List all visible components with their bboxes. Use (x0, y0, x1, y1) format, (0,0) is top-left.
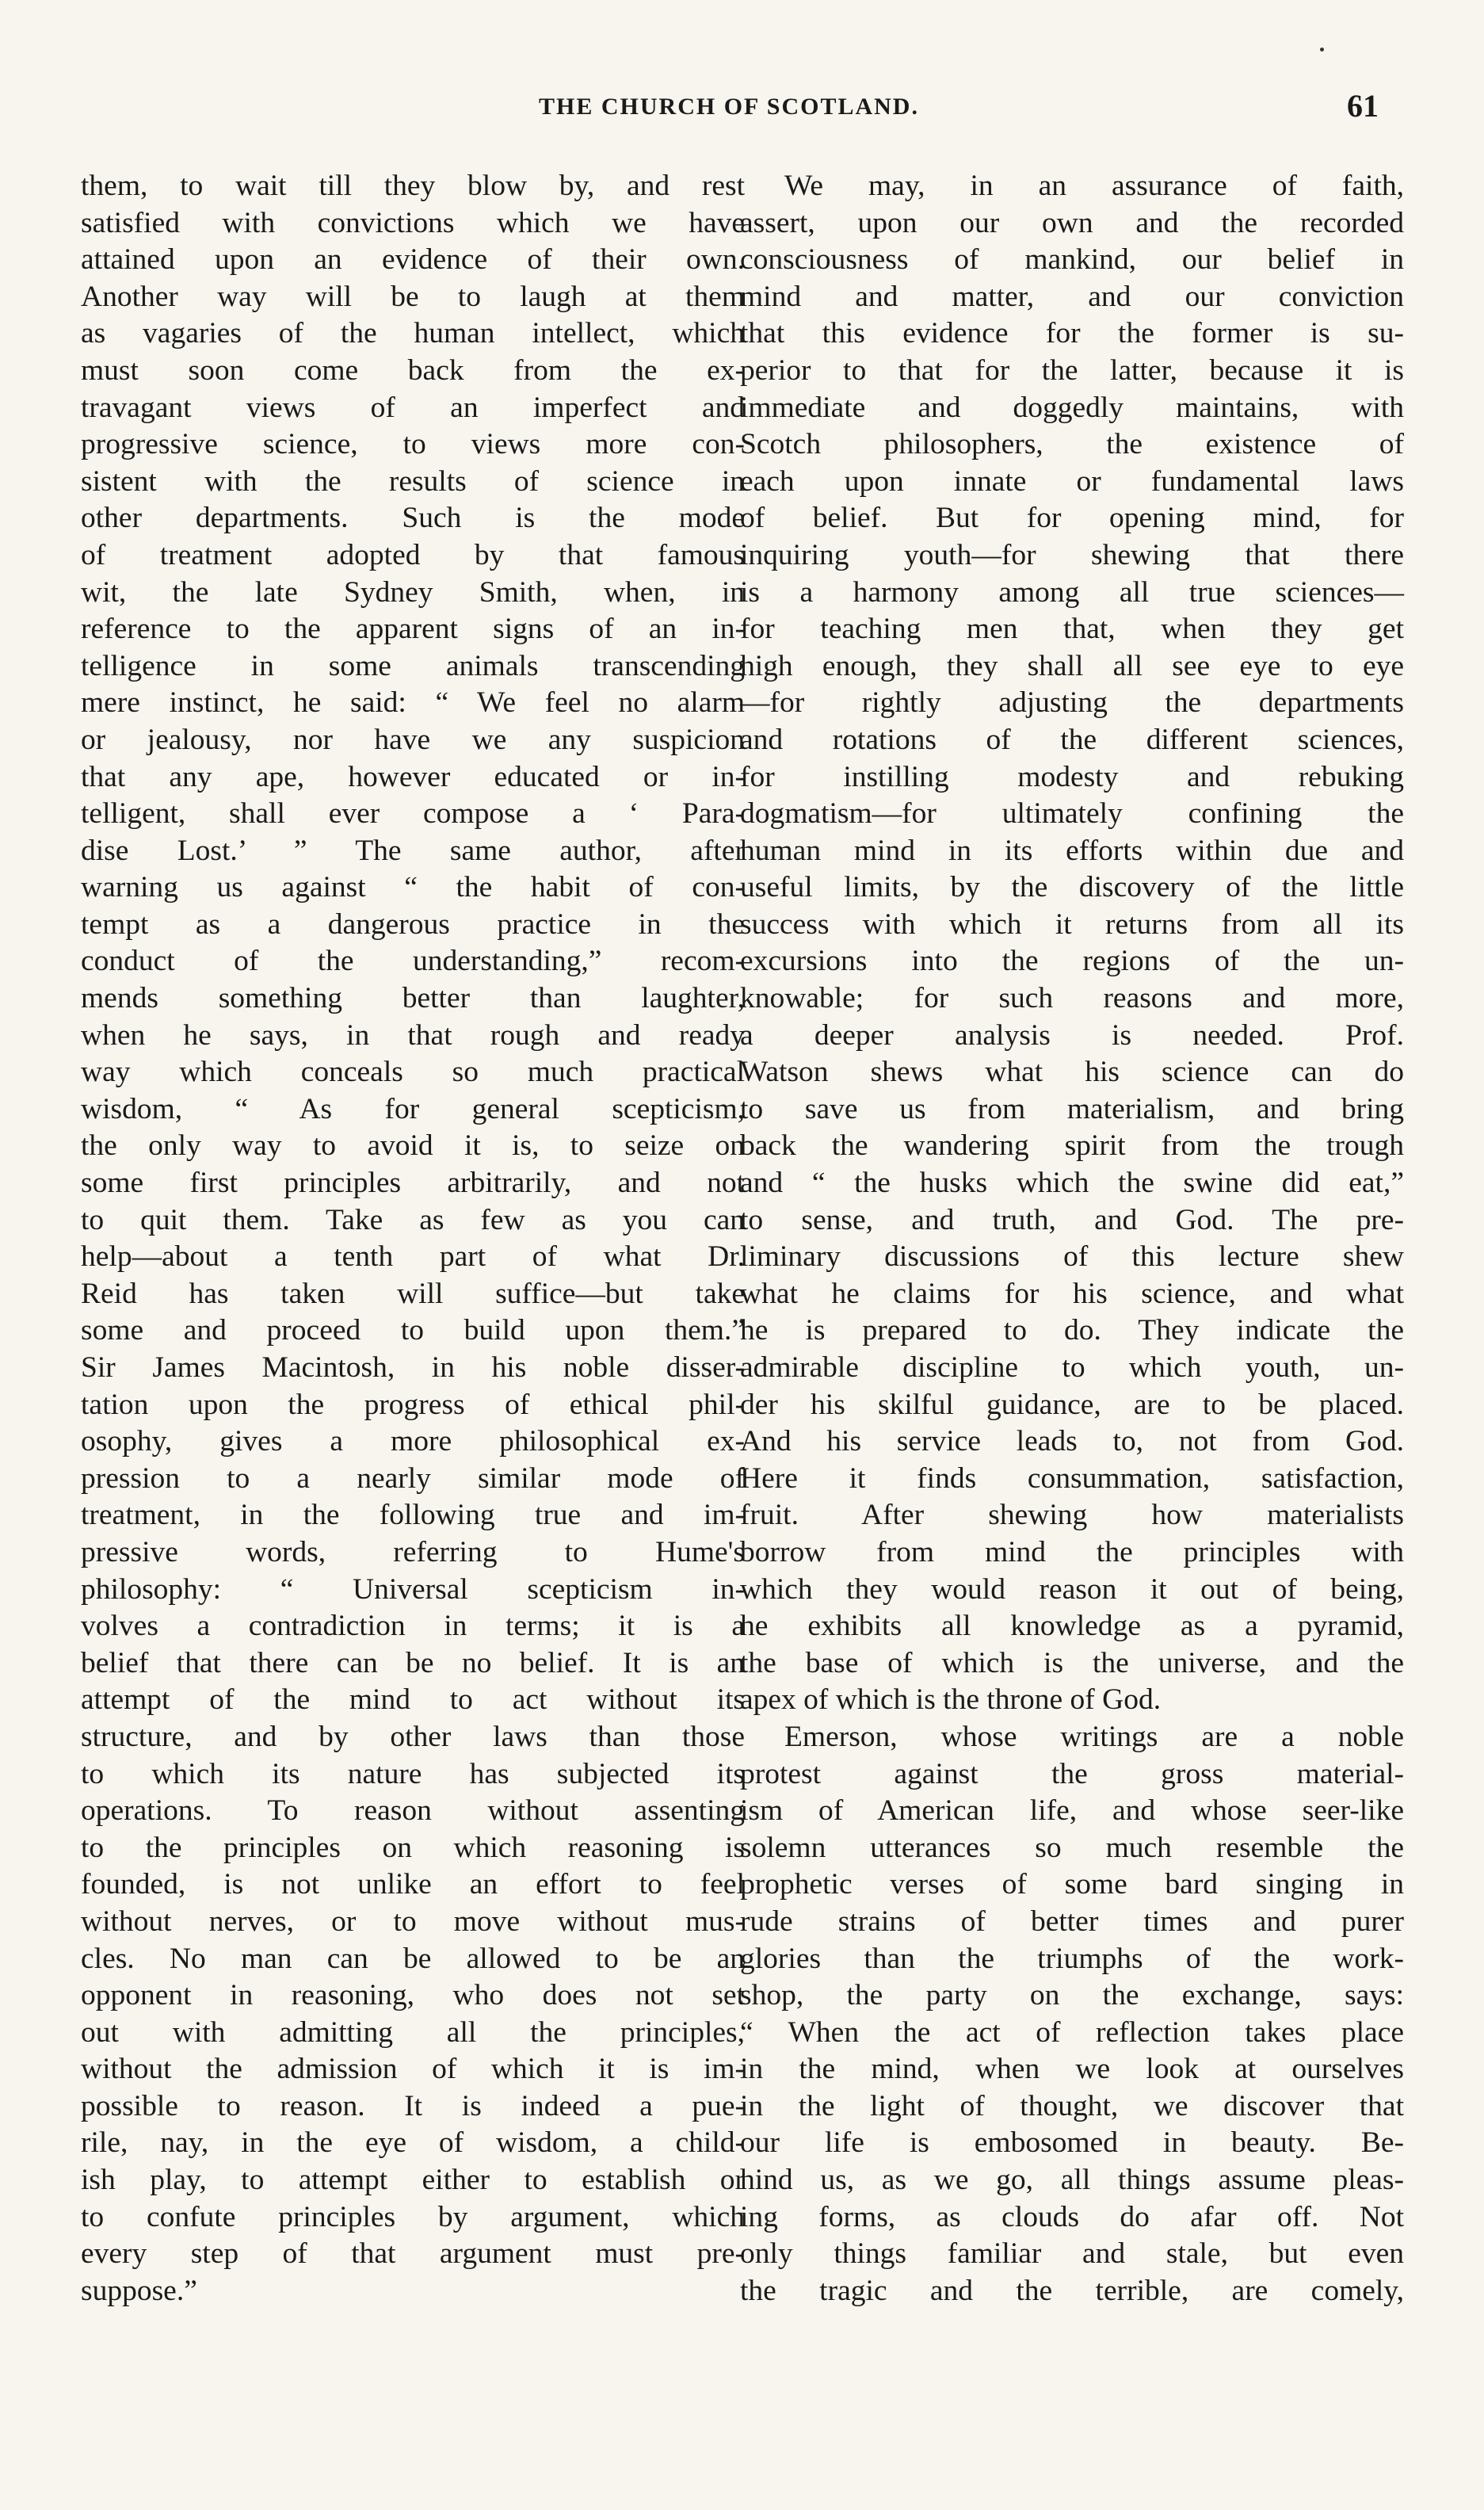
page-header (79, 88, 1379, 141)
text-line: structure, and by other laws than those (81, 1720, 745, 1753)
text-line: attained upon an evidence of their own. (81, 243, 745, 277)
text-line: warning us against “ the habit of con- (81, 871, 745, 904)
text-line: knowable; for such reasons and more, (740, 982, 1404, 1015)
text-line: rude strains of better times and purer (740, 1904, 1404, 1938)
text-line: to which its nature has subjected its (81, 1757, 745, 1790)
text-line: for instilling modesty and rebuking (740, 760, 1404, 793)
text-line: high enough, they shall all see eye to eye (740, 649, 1404, 682)
text-line: cles. No man can be allowed to be an (81, 1942, 745, 1975)
text-line: “ When the act of reflection takes place (740, 2015, 1404, 2049)
text-line: that any ape, however educated or in- (81, 760, 745, 793)
text-line: immediate and doggedly maintains, with (740, 391, 1404, 424)
text-line: hind us, as we go, all things assume pleas- (740, 2164, 1404, 2197)
text-line: in the light of thought, we discover that (740, 2089, 1404, 2122)
text-line: sistent with the results of science in (81, 464, 745, 498)
text-line: to the principles on which reasoning is (81, 1831, 745, 1864)
text-line: as vagaries of the human intellect, which (81, 317, 745, 350)
text-line: tation upon the progress of ethical phil- (81, 1388, 745, 1421)
text-line: fruit. After shewing how materialists (740, 1499, 1404, 1532)
text-line: treatment, in the following true and im- (81, 1499, 745, 1532)
text-line: other departments. Such is the mode (81, 502, 745, 535)
text-line: Scotch philosophers, the existence of (740, 428, 1404, 461)
text-line: We may, in an assurance of faith, (784, 170, 1404, 202)
text-line: solemn utterances so much resemble the (740, 1831, 1404, 1864)
text-line: help—about a tenth part of what Dr. (81, 1240, 745, 1274)
text-line: ish play, to attempt either to establish or (81, 2164, 745, 2197)
text-line: way which conceals so much practical (81, 1056, 745, 1089)
text-line: and rotations of the different sciences, (740, 723, 1404, 756)
text-line: belief that there can be no belief. It is an (81, 1646, 745, 1679)
text-line: is a harmony among all true sciences— (740, 575, 1404, 609)
text-line: every step of that argument must pre- (81, 2237, 745, 2271)
text-line: progressive science, to views more con- (81, 428, 745, 461)
text-line: philosophy: “ Universal scepticism in- (81, 1572, 745, 1606)
text-line: or jealousy, nor have we any suspicion (81, 723, 745, 756)
text-line: borrow from mind the principles with (740, 1535, 1404, 1568)
text-line: pression to a nearly similar mode of (81, 1461, 745, 1495)
text-line: admirable discipline to which youth, un- (740, 1351, 1404, 1384)
text-line: conduct of the understanding,” recom- (81, 945, 745, 978)
text-line: for teaching men that, when they get (740, 613, 1404, 646)
text-line: consciousness of mankind, our belief in (740, 243, 1404, 277)
text-line: pressive words, referring to Hume's (81, 1535, 745, 1568)
text-line: he exhibits all knowledge as a pyramid, (740, 1610, 1404, 1643)
text-line: wit, the late Sydney Smith, when, in (81, 575, 745, 609)
text-line: Sir James Macintosh, in his noble disser- (81, 1351, 745, 1384)
text-line: some and proceed to build upon them.” (81, 1314, 745, 1347)
text-line: inquiring youth—for shewing that there (740, 538, 1404, 571)
left-column (81, 168, 745, 2309)
text-line: attempt of the mind to act without its (81, 1683, 745, 1717)
text-line: And his service leads to, not from God. (740, 1425, 1404, 1458)
text-line: dise Lost.’ ” The same author, after (81, 834, 745, 867)
text-line: —for rightly adjusting the departments (740, 686, 1404, 720)
text-line: telligent, shall ever compose a ‘ Para- (81, 797, 745, 831)
text-line: Another way will be to laugh at them (81, 280, 745, 313)
text-line: without nerves, or to move without mus- (81, 1904, 745, 1938)
text-line: telligence in some animals transcending (81, 649, 745, 682)
text-line: protest against the gross material- (740, 1757, 1404, 1790)
text-line: operations. To reason without assenting (81, 1794, 745, 1828)
text-line: of belief. But for opening mind, for (740, 502, 1404, 535)
text-line: a deeper analysis is needed. Prof. (740, 1018, 1404, 1052)
text-line: the tragic and the terrible, are comely, (740, 2274, 1404, 2307)
text-line: of treatment adopted by that famous (81, 538, 745, 571)
text-line: success with which it returns from all its (740, 907, 1404, 941)
text-line: out with admitting all the principles, (81, 2015, 745, 2049)
text-line: useful limits, by the discovery of the little (740, 871, 1404, 904)
text-line: satisfied with convictions which we have (81, 206, 745, 239)
text-line: ing forms, as clouds do afar off. Not (740, 2200, 1404, 2233)
text-line: mends something better than laughter, (81, 982, 745, 1015)
text-line: human mind in its efforts within due and (740, 834, 1404, 867)
text-line: that this evidence for the former is su- (740, 317, 1404, 350)
text-line: must soon come back from the ex- (81, 353, 745, 387)
text-line: perior to that for the latter, because it is (740, 353, 1404, 387)
text-line: founded, is not unlike an effort to feel (81, 1868, 745, 1901)
text-line: the base of which is the universe, and the (740, 1646, 1404, 1679)
text-line: wisdom, “ As for general scepticism, (81, 1092, 745, 1125)
text-line: shop, the party on the exchange, says: (740, 1979, 1404, 2012)
text-line: what he claims for his science, and what (740, 1277, 1404, 1310)
text-line: mere instinct, he said: “ We feel no alarm (81, 686, 745, 720)
right-column (740, 168, 1404, 2309)
text-line: volves a contradiction in terms; it is a (81, 1610, 745, 1643)
ink-speck (1320, 48, 1324, 52)
text-line: back the wandering spirit from the trough (740, 1129, 1404, 1163)
text-line: opponent in reasoning, who does not set (81, 1979, 745, 2012)
text-line: Reid has taken will suffice—but take (81, 1277, 745, 1310)
text-line: osophy, gives a more philosophical ex- (81, 1425, 745, 1458)
text-line: he is prepared to do. They indicate the (740, 1314, 1404, 1347)
text-line: in the mind, when we look at ourselves (740, 2053, 1404, 2086)
text-line: apex of which is the throne of God. (740, 1683, 1162, 1717)
text-line: without the admission of which it is im- (81, 2053, 745, 2086)
text-line: some first principles arbitrarily, and not (81, 1167, 745, 1200)
text-line: our life is embosomed in beauty. Be- (740, 2126, 1404, 2160)
text-line: and “ the husks which the swine did eat,” (740, 1167, 1404, 1200)
text-line: tempt as a dangerous practice in the (81, 907, 745, 941)
page-number: 61 (1347, 88, 1379, 124)
text-line: Watson shews what his science can do (740, 1056, 1404, 1089)
text-line: to confute principles by argument, which (81, 2200, 745, 2233)
text-line: glories than the triumphs of the work- (740, 1942, 1404, 1975)
text-line: reference to the apparent signs of an in- (81, 613, 745, 646)
text-line: dogmatism—for ultimately confining the (740, 797, 1404, 831)
text-line: der his skilful guidance, are to be placed. (740, 1388, 1404, 1421)
text-line: Emerson, whose writings are a noble (784, 1720, 1404, 1753)
text-line: them, to wait till they blow by, and rest (81, 170, 745, 202)
text-line: rile, nay, in the eye of wisdom, a child- (81, 2126, 745, 2160)
text-line: which they would reason it out of being, (740, 1572, 1404, 1606)
text-line: the only way to avoid it is, to seize on (81, 1129, 745, 1163)
text-line: only things familiar and stale, but even (740, 2237, 1404, 2271)
text-line: ism of American life, and whose seer-like (740, 1794, 1404, 1828)
text-line: to quit them. Take as few as you can (81, 1203, 745, 1236)
text-line: assert, upon our own and the recorded (740, 206, 1404, 239)
text-line: travagant views of an imperfect and (81, 391, 745, 424)
text-line: suppose.” (81, 2274, 197, 2307)
text-line: each upon innate or fundamental laws (740, 464, 1404, 498)
text-line: to sense, and truth, and God. The pre- (740, 1203, 1404, 1236)
text-line: possible to reason. It is indeed a pue- (81, 2089, 745, 2122)
text-line: mind and matter, and our conviction (740, 280, 1404, 313)
text-line: liminary discussions of this lecture shew (740, 1240, 1404, 1274)
text-line: excursions into the regions of the un- (740, 945, 1404, 978)
text-line: Here it finds consummation, satisfaction, (740, 1461, 1404, 1495)
text-line: to save us from materialism, and bring (740, 1092, 1404, 1125)
text-line: when he says, in that rough and ready (81, 1018, 745, 1052)
text-line: prophetic verses of some bard singing in (740, 1868, 1404, 1901)
running-title: THE CHURCH OF SCOTLAND. (539, 94, 919, 120)
